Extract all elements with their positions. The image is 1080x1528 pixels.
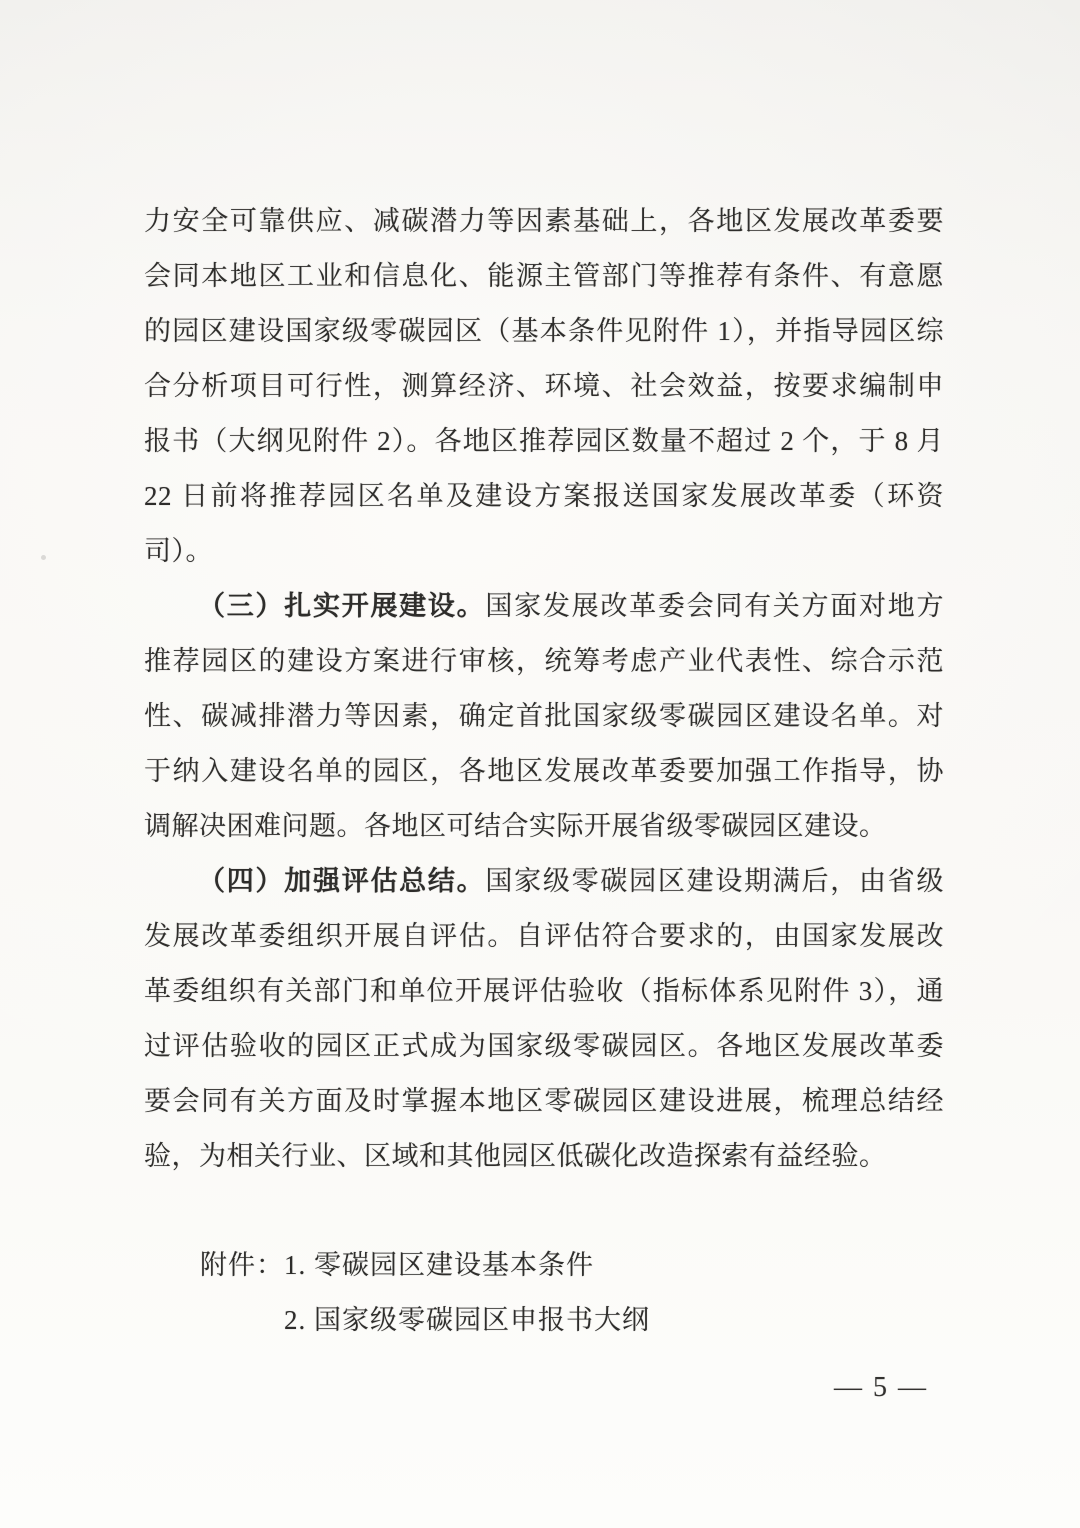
text-line bbox=[144, 799, 944, 854]
text-segment: 过评估验收的园区正式成为国家级零碳园区。各地区发展改革委 bbox=[144, 1031, 944, 1061]
text-line bbox=[144, 634, 944, 689]
text-segment: 国家级零碳园区建设期满后，由省级 bbox=[485, 866, 945, 896]
text-line bbox=[144, 1074, 944, 1129]
text-segment: 力安全可靠供应、减碳潜力等因素基础上，各地区发展改革委要 bbox=[144, 206, 944, 236]
text-segment: 推荐园区的建设方案进行审核，统筹考虑产业代表性、综合示范 bbox=[144, 646, 944, 676]
text-line bbox=[144, 1129, 944, 1184]
text-segment: 报书（大纲见附件 2）。各地区推荐园区数量不超过 2 个，于 8 月 bbox=[144, 426, 944, 456]
text-segment: 于纳入建设名单的园区，各地区发展改革委要加强工作指导，协 bbox=[144, 756, 944, 786]
section-heading: （四）加强评估总结。 bbox=[198, 866, 486, 896]
text-line bbox=[144, 1019, 944, 1074]
scan-artifact bbox=[41, 555, 46, 560]
text-line bbox=[144, 689, 944, 744]
attachment-item: 1. 零碳园区建设基本条件 bbox=[284, 1250, 594, 1280]
attachments-block bbox=[144, 1238, 944, 1348]
text-line bbox=[144, 194, 944, 249]
text-line bbox=[144, 249, 944, 304]
text-segment: 司）。 bbox=[144, 536, 213, 566]
text-segment: 发展改革委组织开展自评估。自评估符合要求的，由国家发展改 bbox=[144, 921, 944, 951]
text-line bbox=[144, 524, 944, 579]
text-line bbox=[144, 414, 944, 469]
text-line bbox=[144, 744, 944, 799]
text-line bbox=[144, 304, 944, 359]
page-number: — 5 — bbox=[834, 1372, 928, 1403]
text-segment: 的园区建设国家级零碳园区（基本条件见附件 1），并指导园区综 bbox=[144, 316, 944, 346]
text-line bbox=[144, 854, 944, 909]
text-segment: 国家发展改革委会同有关方面对地方 bbox=[485, 591, 945, 621]
text-line bbox=[144, 909, 944, 964]
text-segment: 验，为相关行业、区域和其他园区低碳化改造探索有益经验。 bbox=[144, 1141, 887, 1171]
text-segment: 革委组织有关部门和单位开展评估验收（指标体系见附件 3），通 bbox=[144, 976, 944, 1006]
text-segment: 要会同有关方面及时掌握本地区零碳园区建设进展，梳理总结经 bbox=[144, 1086, 944, 1116]
document-body bbox=[144, 194, 944, 1184]
text-line bbox=[144, 579, 944, 634]
text-line bbox=[144, 964, 944, 1019]
text-segment: 合分析项目可行性，测算经济、环境、社会效益，按要求编制申 bbox=[144, 371, 944, 401]
paragraph bbox=[144, 854, 944, 1184]
attachment-items bbox=[284, 1238, 650, 1348]
text-line bbox=[144, 469, 944, 524]
text-line bbox=[144, 359, 944, 414]
paragraph bbox=[144, 579, 944, 854]
text-segment: 会同本地区工业和信息化、能源主管部门等推荐有条件、有意愿 bbox=[144, 261, 944, 291]
text-segment: 22 日前将推荐园区名单及建设方案报送国家发展改革委（环资 bbox=[144, 481, 944, 511]
paragraph bbox=[144, 194, 944, 579]
text-segment: 性、碳减排潜力等因素，确定首批国家级零碳园区建设名单。对 bbox=[144, 701, 944, 731]
text-segment: 调解决困难问题。各地区可结合实际开展省级零碳园区建设。 bbox=[144, 811, 887, 841]
attachment-item: 2. 国家级零碳园区申报书大纲 bbox=[284, 1305, 650, 1335]
section-heading: （三）扎实开展建设。 bbox=[198, 591, 486, 621]
attachments-label: 附件： bbox=[200, 1250, 284, 1280]
